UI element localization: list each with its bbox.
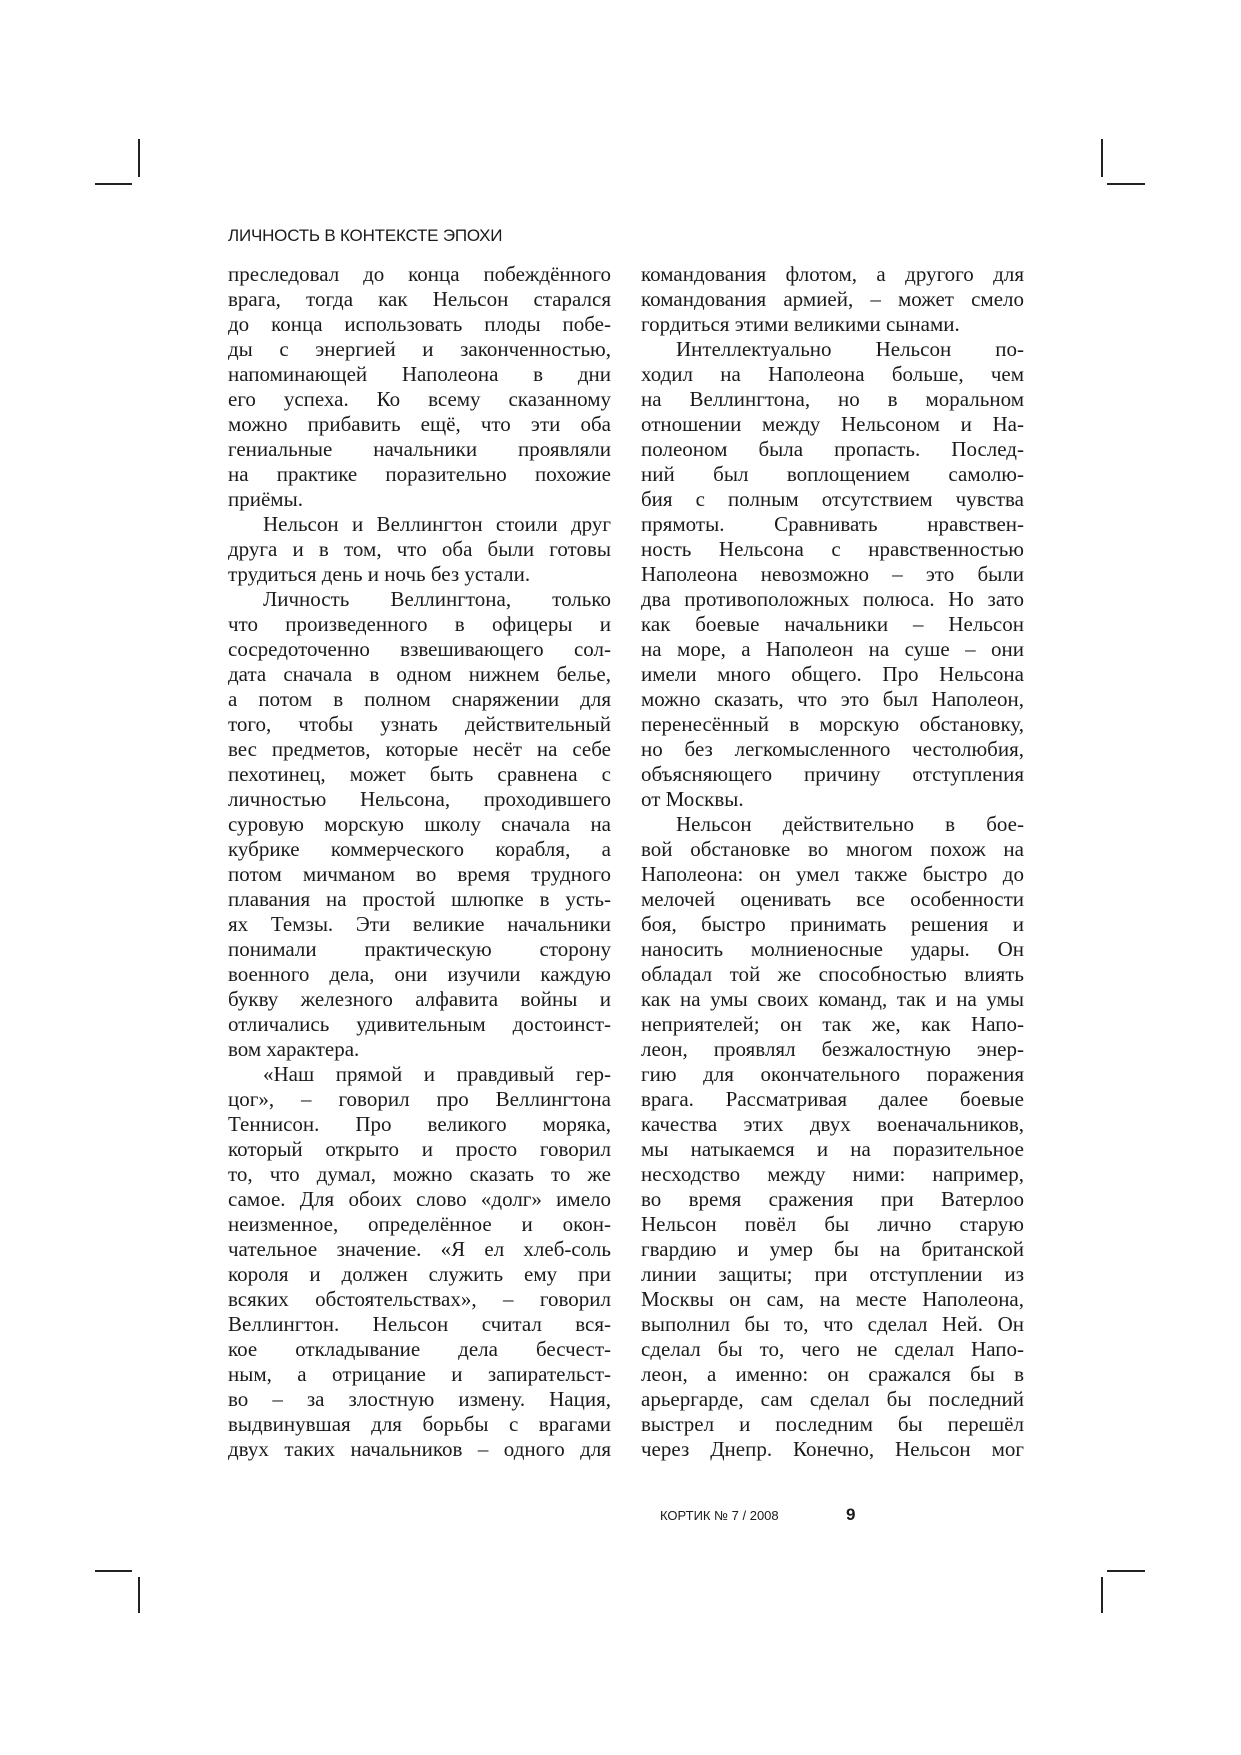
- text-line: несходство между ними: например,: [641, 1162, 1024, 1186]
- text-line: как на умы своих команд, так и на умы: [641, 987, 1024, 1011]
- crop-mark-top-right-vertical: [1101, 139, 1103, 177]
- text-line: кубрике коммерческого корабля, а: [228, 837, 611, 861]
- text-line: личностью Нельсона, проходившего: [228, 787, 611, 811]
- text-line: ходил на Наполеона больше, чем: [641, 362, 1024, 386]
- text-line: гию для окончательного поражения: [641, 1062, 1024, 1086]
- crop-mark-bottom-right-vertical: [1101, 1577, 1103, 1613]
- text-line: преследовал до конца побеждённого: [228, 262, 611, 286]
- crop-mark-top-left-vertical: [138, 139, 140, 177]
- text-line: а потом в полном снаряжении для: [228, 687, 611, 711]
- paragraph: [641, 262, 1024, 337]
- crop-mark-top-right-horizontal: [1107, 183, 1145, 185]
- crop-mark-bottom-left-horizontal: [95, 1570, 132, 1572]
- text-line: самое. Для обоих слово «долг» имело: [228, 1187, 611, 1211]
- text-line: вом характера.: [228, 1037, 360, 1061]
- text-line: можно сказать, что это был Наполеон,: [641, 687, 1024, 711]
- text-line: врага, тогда как Нельсон старался: [228, 287, 611, 311]
- text-line: во – за злостную измену. Нация,: [228, 1387, 611, 1411]
- page-number: 9: [846, 1505, 856, 1524]
- text-line: можно прибавить ещё, что эти оба: [228, 412, 611, 436]
- text-line: отношении между Нельсоном и На-: [641, 412, 1024, 436]
- text-line: понимали практическую сторону: [228, 937, 611, 961]
- text-column-right: [641, 262, 1024, 1462]
- text-line: Наполеона невозможно – это были: [641, 562, 1024, 586]
- text-line: его успеха. Ко всему сказанному: [228, 387, 611, 411]
- text-line: вой обстановке во многом похож на: [641, 837, 1024, 861]
- text-line: цог», – говорил про Веллингтона: [228, 1087, 611, 1111]
- text-line: Интеллектуально Нельсон по-: [676, 337, 1024, 361]
- text-line: через Днепр. Конечно, Нельсон мог: [641, 1437, 1024, 1461]
- text-line: ность Нельсона с нравственностью: [641, 537, 1024, 561]
- text-line: ным, а отрицание и запирательст-: [228, 1362, 611, 1386]
- text-line: гвардию и умер бы на британской: [641, 1237, 1024, 1261]
- text-line: как боевые начальники – Нельсон: [641, 612, 1024, 636]
- text-line: сосредоточенно взвешивающего сол-: [228, 637, 611, 661]
- text-line: объясняющего причину отступления: [641, 762, 1024, 786]
- text-line: от Москвы.: [641, 787, 744, 811]
- text-line: того, чтобы узнать действительный: [228, 712, 611, 736]
- text-line: Нельсон действительно в бое-: [676, 812, 1024, 836]
- paragraph: [228, 262, 611, 512]
- text-line: Нельсон и Веллингтон стоили друг: [263, 512, 611, 536]
- text-line: потом мичманом во время трудного: [228, 862, 611, 886]
- text-line: командования флотом, а другого для: [641, 262, 1024, 286]
- paragraph: [228, 587, 611, 1062]
- text-line: ний был воплощением самолю-: [641, 462, 1024, 486]
- text-line: Веллингтон. Нельсон считал вся-: [228, 1312, 611, 1336]
- text-line: на море, а Наполеон на суше – они: [641, 637, 1024, 661]
- text-line: гордиться этими великими сынами.: [641, 312, 960, 336]
- text-line: приёмы.: [228, 487, 303, 511]
- text-line: гениальные начальники проявляли: [228, 437, 611, 461]
- text-line: обладал той же способностью влиять: [641, 962, 1024, 986]
- paragraph: [228, 512, 611, 587]
- text-line: букву железного алфавита войны и: [228, 987, 611, 1011]
- text-line: то, что думал, можно сказать то же: [228, 1162, 611, 1186]
- text-line: вес предметов, которые несёт на себе: [228, 737, 611, 761]
- text-line: Теннисон. Про великого моряка,: [228, 1112, 611, 1136]
- crop-mark-bottom-left-vertical: [138, 1577, 140, 1613]
- text-line: отличались удивительным достоинст-: [228, 1012, 611, 1036]
- text-line: два противоположных полюса. Но зато: [641, 587, 1024, 611]
- text-line: двух таких начальников – одного для: [228, 1437, 611, 1461]
- text-line: сделал бы то, чего не сделал Напо-: [641, 1337, 1024, 1361]
- text-line: всяких обстоятельствах», – говорил: [228, 1287, 611, 1311]
- text-line: неизменное, определённое и окон-: [228, 1212, 611, 1236]
- footer-journal-issue: КОРТИК № 7 / 2008: [660, 1508, 779, 1523]
- text-line: чательное значение. «Я ел хлеб-соль: [228, 1237, 611, 1261]
- text-line: что произведенного в офицеры и: [228, 612, 611, 636]
- text-line: короля и должен служить ему при: [228, 1262, 611, 1286]
- text-line: Личность Веллингтона, только: [263, 587, 611, 611]
- text-line: суровую морскую школу сначала на: [228, 812, 611, 836]
- text-line: плавания на простой шлюпке в усть-: [228, 887, 611, 911]
- text-line: мелочей оценивать все особенности: [641, 887, 1024, 911]
- section-title: ЛИЧНОСТЬ В КОНТЕКСТЕ ЭПОХИ: [228, 226, 503, 245]
- text-line: во время сражения при Ватерлоо: [641, 1187, 1024, 1211]
- text-line: ях Темзы. Эти великие начальники: [228, 912, 611, 936]
- text-line: полеоном была пропасть. Послед-: [641, 437, 1024, 461]
- crop-mark-bottom-right-horizontal: [1107, 1570, 1145, 1572]
- paragraph: [641, 337, 1024, 812]
- text-line: «Наш прямой и правдивый гер-: [263, 1062, 611, 1086]
- text-line: но без легкомысленного честолюбия,: [641, 737, 1024, 761]
- paragraph: [641, 812, 1024, 1462]
- text-line: Наполеона: он умел также быстро до: [641, 862, 1024, 886]
- text-line: перенесённый в морскую обстановку,: [641, 712, 1024, 736]
- text-line: леон, проявлял безжалостную энер-: [641, 1037, 1024, 1061]
- text-line: наносить молниеносные удары. Он: [641, 937, 1024, 961]
- text-line: пехотинец, может быть сравнена с: [228, 762, 611, 786]
- text-column-left: [228, 262, 611, 1462]
- text-line: кое откладывание дела бесчест-: [228, 1337, 611, 1361]
- text-line: врага. Рассматривая далее боевые: [641, 1087, 1024, 1111]
- text-line: выстрел и последним бы перешёл: [641, 1412, 1024, 1436]
- text-line: Нельсон повёл бы лично старую: [641, 1212, 1024, 1236]
- text-line: боя, быстро принимать решения и: [641, 912, 1024, 936]
- text-line: выдвинувшая для борьбы с врагами: [228, 1412, 611, 1436]
- text-line: трудиться день и ночь без устали.: [228, 562, 531, 586]
- text-line: до конца использовать плоды побе-: [228, 312, 611, 336]
- text-line: прямоты. Сравнивать нравствен-: [641, 512, 1024, 536]
- text-line: Москвы он сам, на месте Наполеона,: [641, 1287, 1024, 1311]
- text-line: на Веллингтона, но в моральном: [641, 387, 1024, 411]
- text-line: линии защиты; при отступлении из: [641, 1262, 1024, 1286]
- text-line: арьергарде, сам сделал бы последний: [641, 1387, 1024, 1411]
- text-line: напоминающей Наполеона в дни: [228, 362, 611, 386]
- text-line: ды с энергией и законченностью,: [228, 337, 611, 361]
- crop-mark-top-left-horizontal: [95, 183, 132, 185]
- text-line: бия с полным отсутствием чувства: [641, 487, 1024, 511]
- text-line: на практике поразительно похожие: [228, 462, 611, 486]
- text-line: леон, а именно: он сражался бы в: [641, 1362, 1024, 1386]
- text-line: военного дела, они изучили каждую: [228, 962, 611, 986]
- paragraph: [228, 1062, 611, 1462]
- text-line: дата сначала в одном нижнем белье,: [228, 662, 611, 686]
- text-line: мы натыкаемся и на поразительное: [641, 1137, 1024, 1161]
- text-line: неприятелей; он так же, как Напо-: [641, 1012, 1024, 1036]
- text-line: который открыто и просто говорил: [228, 1137, 611, 1161]
- text-line: выполнил бы то, что сделал Ней. Он: [641, 1312, 1024, 1336]
- text-line: имели много общего. Про Нельсона: [641, 662, 1024, 686]
- text-line: качества этих двух военачальников,: [641, 1112, 1024, 1136]
- text-line: друга и в том, что оба были готовы: [228, 537, 611, 561]
- text-line: командования армией, – может смело: [641, 287, 1024, 311]
